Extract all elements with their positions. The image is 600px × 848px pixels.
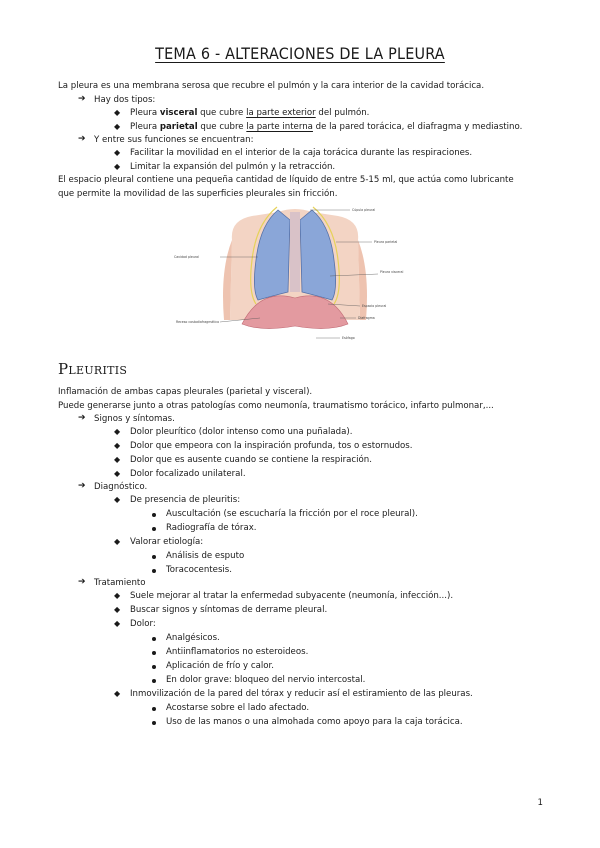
diagnosis-item: Valorar etiología:	[130, 537, 204, 547]
dot-bullet-icon	[152, 637, 156, 641]
arrow-icon: ➔	[78, 481, 86, 491]
section-heading-pleuritis: Pleuritis	[58, 360, 128, 378]
figure-label: Cúpula pleural	[352, 208, 376, 212]
pleuritis-causes: Puede generarse junto a otras patologías como neumonía, traumatismo torácico, infarto pulmonar,...	[58, 401, 494, 411]
figure-label: Cavidad pleural	[174, 255, 200, 259]
arrow-icon: ➔	[78, 94, 86, 104]
sign-item: Dolor que empeora con la inspiración profunda, tos o estornudos.	[130, 441, 413, 451]
treatment-item: Buscar signos y síntomas de derrame pleural.	[130, 605, 328, 615]
diamond-bullet-icon: ◆	[114, 455, 121, 464]
treatment-subitem: Uso de las manos o una almohada como apoyo para la caja torácica.	[166, 717, 463, 727]
treatment-subitem: Antiinflamatorios no esteroideos.	[166, 647, 309, 657]
signs-heading: Signos y síntomas.	[94, 414, 175, 424]
arrow-icon: ➔	[78, 134, 86, 144]
page-number: 1	[537, 798, 543, 808]
diagnosis-subitem: Radiografía de tórax.	[166, 523, 257, 533]
functions-heading: Y entre sus funciones se encuentran:	[94, 135, 254, 145]
dot-bullet-icon	[152, 555, 156, 559]
parietal-item: Pleura parietal que cubre la parte interna de la pared torácica, el diafragma y mediastino.	[130, 122, 523, 132]
sign-item: Dolor que es ausente cuando se contiene la respiración.	[130, 455, 372, 465]
dot-bullet-icon	[152, 527, 156, 531]
figure-label: Espacio pleural	[362, 304, 387, 308]
figure-label: Pleura visceral	[380, 270, 404, 274]
diamond-bullet-icon: ◆	[114, 441, 121, 450]
figure-label: Pleura parietal	[374, 240, 398, 244]
arrow-icon: ➔	[78, 577, 86, 587]
arrow-icon: ➔	[78, 413, 86, 423]
intro-paragraph: La pleura es una membrana serosa que recubre el pulmón y la cara interior de la cavidad torácica.	[58, 81, 485, 91]
visceral-item: Pleura visceral que cubre la parte exterior del pulmón.	[130, 108, 370, 118]
dot-bullet-icon	[152, 721, 156, 725]
treatment-subitem: Aplicación de frío y calor.	[166, 661, 274, 671]
diamond-bullet-icon: ◆	[114, 605, 121, 614]
pleuritis-definition: Inflamación de ambas capas pleurales (parietal y visceral).	[58, 387, 313, 397]
pleural-space-paragraph-cont: que permite la movilidad de las superficies pleurales sin fricción.	[58, 189, 338, 199]
function-item: Facilitar la movilidad en el interior de la caja torácica durante las respiraciones.	[130, 148, 473, 158]
sign-item: Dolor focalizado unilateral.	[130, 469, 246, 479]
diamond-bullet-icon: ◆	[114, 619, 121, 628]
diagnosis-subitem: Auscultación (se escucharía la fricción por el roce pleural).	[166, 509, 418, 519]
diamond-bullet-icon: ◆	[114, 591, 121, 600]
sign-item: Dolor pleurítico (dolor intenso como una puñalada).	[130, 427, 353, 437]
treatment-item: Inmovilización de la pared del tórax y reducir así el estiramiento de las pleuras.	[130, 689, 473, 699]
diamond-bullet-icon: ◆	[114, 162, 121, 171]
dot-bullet-icon	[152, 569, 156, 573]
treatment-subitem: Acostarse sobre el lado afectado.	[166, 703, 310, 713]
page-title: TEMA 6 - ALTERACIONES DE LA PLEURA	[155, 44, 445, 63]
diagnosis-heading: Diagnóstico.	[94, 482, 148, 492]
dot-bullet-icon	[152, 651, 156, 655]
treatment-subitem: Analgésicos.	[166, 633, 220, 643]
diamond-bullet-icon: ◆	[114, 148, 121, 157]
pleura-anatomy-figure	[160, 200, 430, 350]
dot-bullet-icon	[152, 513, 156, 517]
diagnosis-subitem: Toracocentesis.	[166, 565, 233, 575]
figure-label: Diafragma	[358, 316, 375, 320]
diamond-bullet-icon: ◆	[114, 469, 121, 478]
dot-bullet-icon	[152, 679, 156, 683]
treatment-item: Dolor:	[130, 619, 156, 629]
types-heading: Hay dos tipos:	[94, 95, 156, 105]
diamond-bullet-icon: ◆	[114, 495, 121, 504]
function-item: Limitar la expansión del pulmón y la retracción.	[130, 162, 336, 172]
figure-label: Esófago	[342, 336, 355, 340]
dot-bullet-icon	[152, 707, 156, 711]
diagnosis-subitem: Análisis de esputo	[166, 551, 245, 561]
figure-label: Receso costodiafragmático	[176, 320, 220, 324]
treatment-item: Suele mejorar al tratar la enfermedad subyacente (neumonía, infección...).	[130, 591, 454, 601]
diamond-bullet-icon: ◆	[114, 537, 121, 546]
pleural-space-paragraph: El espacio pleural contiene una pequeña cantidad de líquido de entre 5-15 ml, que actúa como lubricante	[58, 175, 514, 185]
diamond-bullet-icon: ◆	[114, 427, 121, 436]
treatment-subitem: En dolor grave: bloqueo del nervio intercostal.	[166, 675, 366, 685]
diamond-bullet-icon: ◆	[114, 122, 121, 131]
diamond-bullet-icon: ◆	[114, 108, 121, 117]
dot-bullet-icon	[152, 665, 156, 669]
diagnosis-item: De presencia de pleuritis:	[130, 495, 241, 505]
treatment-heading: Tratamiento	[94, 578, 146, 588]
diamond-bullet-icon: ◆	[114, 689, 121, 698]
